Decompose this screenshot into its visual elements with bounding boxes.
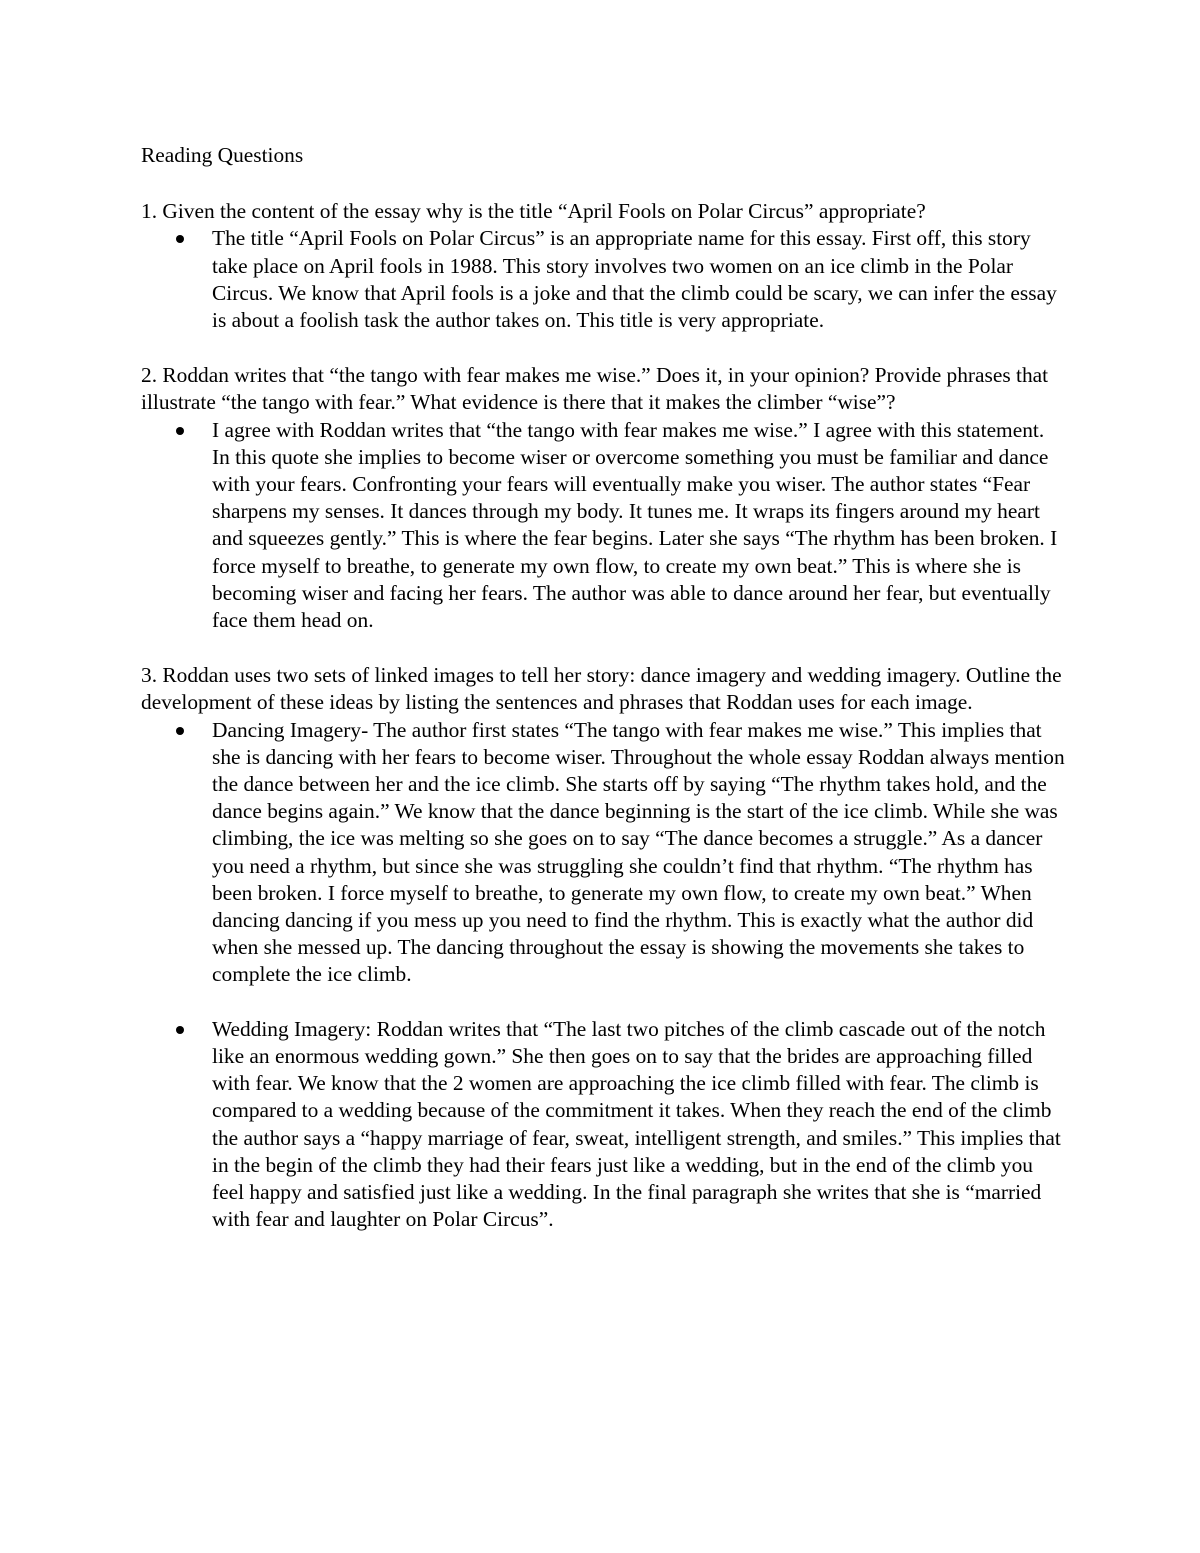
question-2-prompt: 2. Roddan writes that “the tango with fear makes me wise.” Does it, in your opinion? Provide phrases that illustrate “the tango with fear.” What evidence is there that it makes the climber “wise”? <box>141 363 1049 415</box>
answer-item <box>141 225 1066 334</box>
answer-text: The title “April Fools on Polar Circus” is an appropriate name for this essay. First off, this story take place on April fools in 1988. This story involves two women on an ice climb in the Polar Circus. We know that April fools is a joke and that the climb could be scary, we can infer the essay is about a foolish task the author takes on. This title is very appropriate. <box>212 226 1057 333</box>
answer-item <box>141 1016 1066 1234</box>
bullet-icon <box>176 235 184 243</box>
answer-item <box>141 417 1066 635</box>
document-body <box>141 142 1066 1233</box>
question-1-prompt: 1. Given the content of the essay why is the title “April Fools on Polar Circus” appropriate? <box>141 199 926 224</box>
answer-text: I agree with Roddan writes that “the tango with fear makes me wise.” I agree with this statement. In this quote she implies to become wiser or overcome something you must be familiar and dance with your fears. Confronting your fears will eventually make you wiser. The author states “Fear sharpens my senses. It dances through my body. It tunes me. It wraps its fingers around my heart and squeezes gently.” This is where the fear begins. Later she says “The rhythm has been broken. I force myself to breathe, to generate my own flow, to create my own beat.” This is where she is becoming wiser and facing her fears. The author was able to dance around her fear, but eventually face them head on. <box>212 417 1058 633</box>
question-3-answers <box>141 717 1066 1234</box>
bullet-icon <box>176 427 184 435</box>
bullet-icon <box>176 727 184 735</box>
answer-item <box>141 717 1066 989</box>
question-3-prompt: 3. Roddan uses two sets of linked images to tell her story: dance imagery and wedding imagery. Outline the development of these ideas by listing the sentences and phrases that Roddan uses for each image. <box>141 663 1062 715</box>
page-heading: Reading Questions <box>141 143 304 167</box>
bullet-icon <box>176 1026 184 1034</box>
answer-text: Wedding Imagery: Roddan writes that “The last two pitches of the climb cascade out of the notch like an enormous wedding gown.” She then goes on to say that the brides are approaching filled with fear. We know that the 2 women are approaching the ice climb filled with fear. The climb is compared to a wedding because of the commitment it takes. When they reach the end of the climb the author says a “happy marriage of fear, sweat, intelligent strength, and smiles.” This implies that in the begin of the climb they had their fears just like a wedding, but in the end of the climb you feel happy and satisfied just like a wedding. In the final paragraph she writes that she is “married with fear and laughter on Polar Circus”. <box>212 1016 1061 1232</box>
question-2-answers <box>141 417 1066 635</box>
answer-text: Dancing Imagery- The author first states “The tango with fear makes me wise.” This implies that she is dancing with her fears to become wiser. Throughout the whole essay Roddan always mention the dance between her and the ice climb. She starts off by saying “The rhythm takes hold, and the dance begins again.” We know that the dance beginning is the start of the ice climb. While she was climbing, the ice was melting so she goes on to say “The dance becomes a struggle.” As a dancer you need a rhythm, but since she was struggling she couldn’t find that rhythm. “The rhythm has been broken. I force myself to breathe, to generate my own flow, to create my own beat.” When dancing dancing if you mess up you need to find the rhythm. This is exactly what the author did when she messed up. The dancing throughout the essay is showing the movements she takes to complete the ice climb. <box>212 717 1065 987</box>
question-1-answers <box>141 225 1066 334</box>
